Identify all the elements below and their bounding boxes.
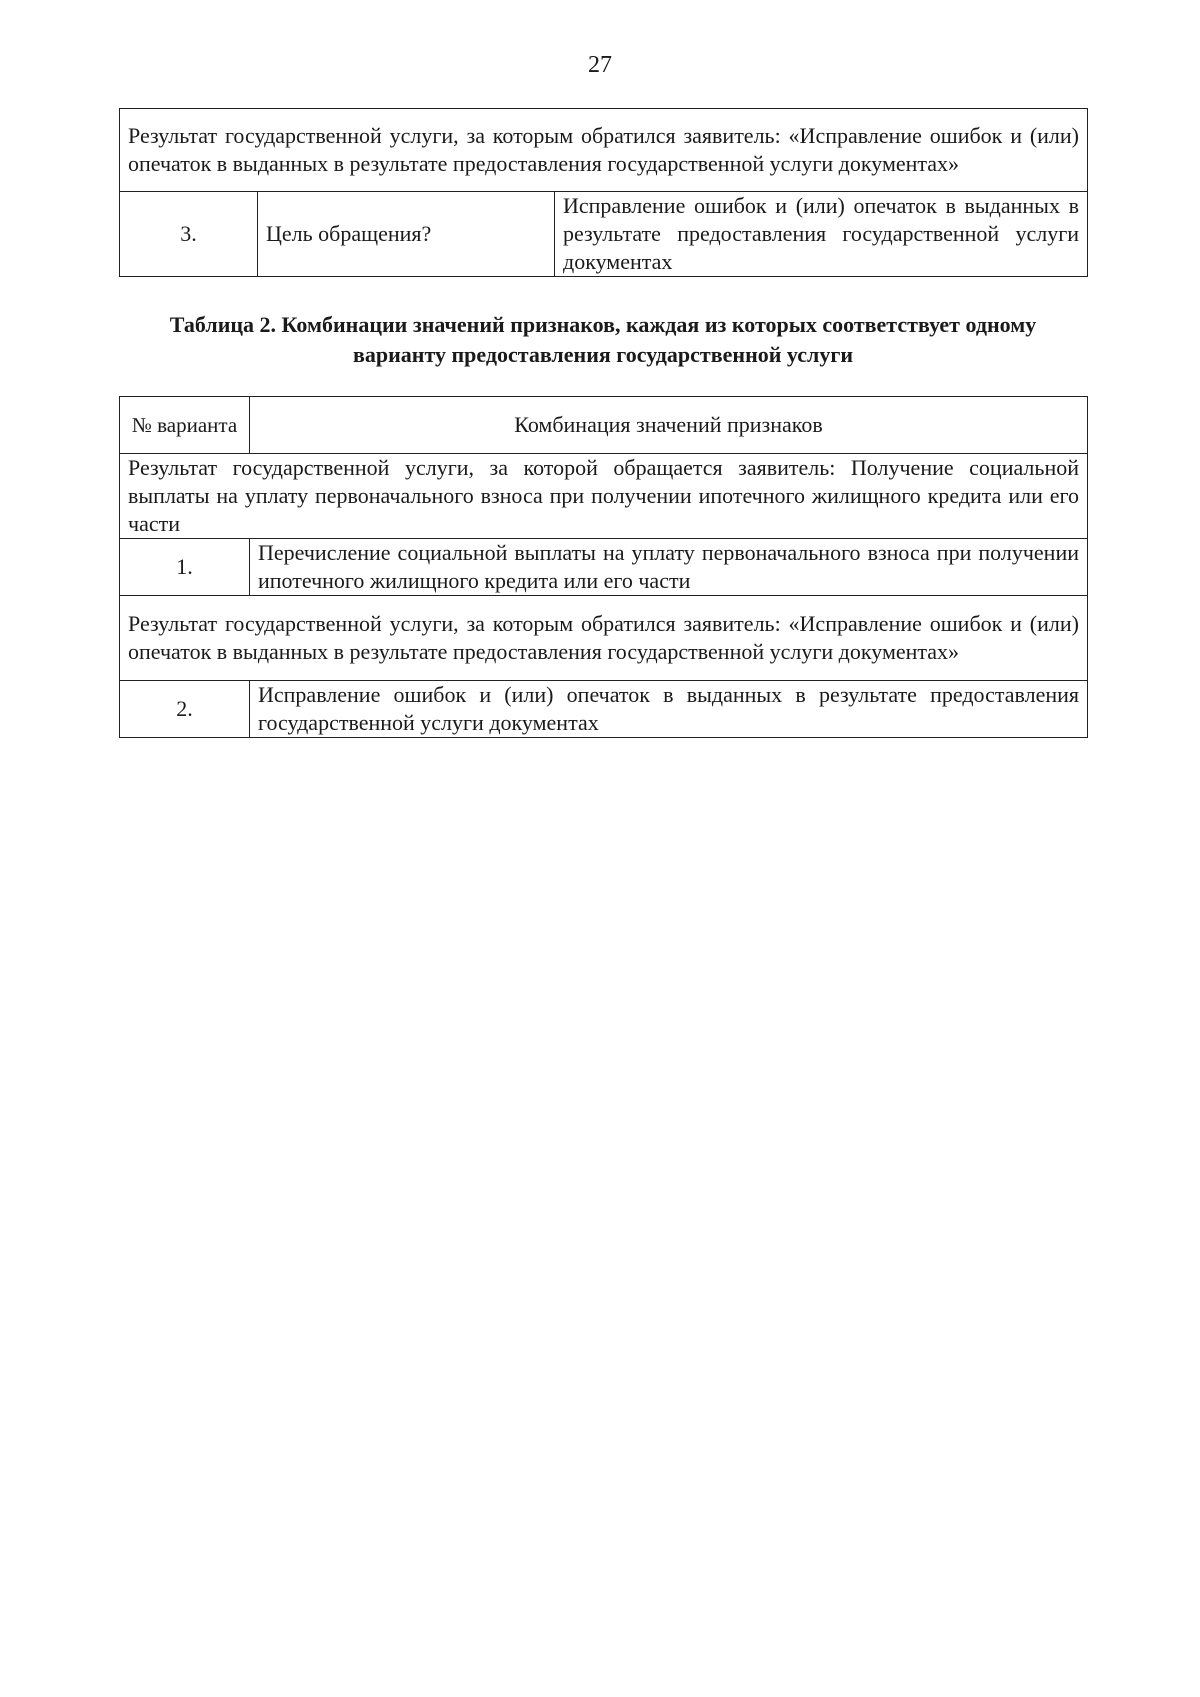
variant-text: Перечисление социальной выплаты на уплату первоначального взноса при получении ипотечного жилищного кредита или его части bbox=[250, 539, 1088, 596]
row-question: Цель обращения? bbox=[258, 192, 555, 277]
variant-number: 1. bbox=[120, 539, 250, 596]
table-row bbox=[120, 681, 1088, 738]
caption-line-2: варианту предоставления государственной услуги bbox=[352, 342, 854, 367]
row-number: 3. bbox=[120, 192, 258, 277]
row-answer: Исправление ошибок и (или) опечаток в выданных в результате предоставления государственной услуги документах bbox=[555, 192, 1088, 277]
header-variant-number: № варианта bbox=[120, 397, 250, 454]
table-row bbox=[120, 539, 1088, 596]
page-number: 27 bbox=[588, 52, 612, 78]
variants-table bbox=[119, 396, 1088, 738]
result-cell: Результат государственной услуги, за которым обратился заявитель: «Исправление ошибок и (или) опечаток в выданных в результате предоставления государственной услуги документах» bbox=[120, 109, 1088, 192]
result-cell: Результат государственной услуги, за которым обратился заявитель: «Исправление ошибок и (или) опечаток в выданных в результате предоставления государственной услуги документах» bbox=[120, 596, 1088, 681]
result-cell: Результат государственной услуги, за которой обращается заявитель: Получение социальной выплаты на уплату первоначального взноса при получении ипотечного жилищного кредита или его части bbox=[120, 454, 1088, 539]
table-row bbox=[120, 192, 1088, 277]
header-combination: Комбинация значений признаков bbox=[250, 397, 1088, 454]
result-row bbox=[120, 596, 1088, 681]
caption-line-1: Таблица 2. Комбинации значений признаков, каждая из которых соответствует одному bbox=[169, 312, 1037, 337]
variant-number: 2. bbox=[120, 681, 250, 738]
variant-text: Исправление ошибок и (или) опечаток в выданных в результате предоставления государственной услуги документах bbox=[250, 681, 1088, 738]
result-row bbox=[120, 454, 1088, 539]
table2-caption bbox=[119, 310, 1087, 370]
result-row bbox=[120, 109, 1088, 192]
criteria-table-continued bbox=[119, 108, 1088, 277]
table-header-row bbox=[120, 397, 1088, 454]
